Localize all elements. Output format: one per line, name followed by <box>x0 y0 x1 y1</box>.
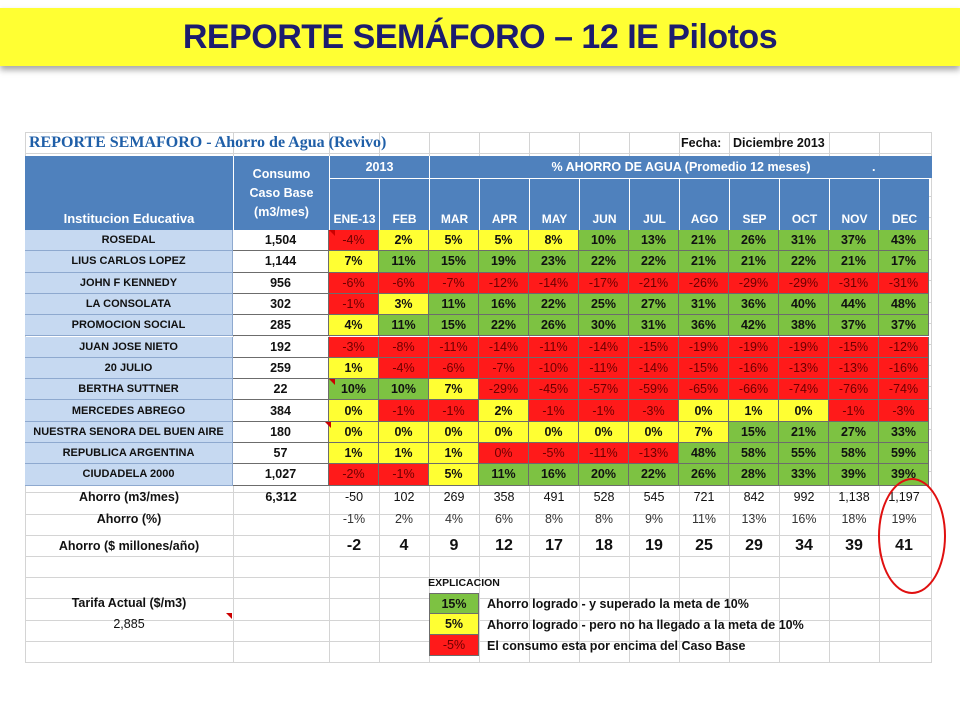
savings-cell: -14% <box>529 273 579 294</box>
savings-cell: -1% <box>529 400 579 421</box>
savings-cell: -13% <box>779 358 829 379</box>
savings-cell: 7% <box>429 379 479 400</box>
institution-name: ROSEDAL <box>25 230 233 251</box>
banner-title: REPORTE SEMÁFORO – 12 IE Pilotos <box>182 17 778 56</box>
savings-cell: -12% <box>879 337 929 358</box>
savings-cell: 26% <box>729 230 779 251</box>
base-consumption: 22 <box>233 379 329 400</box>
savings-cell: 15% <box>729 422 779 443</box>
ahorro-m3-value: -50 <box>344 489 364 504</box>
savings-cell: 0% <box>329 422 379 443</box>
savings-cell: 36% <box>729 294 779 315</box>
ahorro-money-value: 19 <box>645 536 663 554</box>
savings-cell: 23% <box>529 251 579 272</box>
savings-cell: -59% <box>629 379 679 400</box>
savings-cell: 21% <box>729 251 779 272</box>
savings-cell: 7% <box>679 422 729 443</box>
institution-name: MERCEDES ABREGO <box>25 400 233 421</box>
savings-cell: -4% <box>379 358 429 379</box>
savings-cell: 42% <box>729 315 779 336</box>
savings-cell: 11% <box>429 294 479 315</box>
ahorro-money-value: 34 <box>795 536 813 554</box>
ahorro-m3-value: 992 <box>793 489 815 504</box>
savings-cell: -31% <box>879 273 929 294</box>
base-consumption: 302 <box>233 294 329 315</box>
savings-cell: -16% <box>879 358 929 379</box>
savings-cell: -31% <box>829 273 879 294</box>
savings-cell: 3% <box>379 294 429 315</box>
savings-cell: -26% <box>679 273 729 294</box>
savings-cell: -57% <box>579 379 629 400</box>
savings-cell: -45% <box>529 379 579 400</box>
ahorro-pct-value: 8% <box>594 511 614 526</box>
savings-cell: 22% <box>779 251 829 272</box>
ahorro-money-value: 25 <box>695 536 713 554</box>
gridline-h <box>25 132 932 133</box>
savings-cell: -11% <box>579 358 629 379</box>
savings-cell: -29% <box>779 273 829 294</box>
savings-cell: -3% <box>879 400 929 421</box>
header-base-line1: Consumo <box>252 166 311 181</box>
savings-cell: 37% <box>829 315 879 336</box>
ahorro-pct-value: 9% <box>644 511 664 526</box>
fecha-value: Diciembre 2013 <box>733 136 825 150</box>
savings-cell: 36% <box>679 315 729 336</box>
ahorro-money-label: Ahorro ($ millones/año) <box>58 538 200 553</box>
savings-cell: -11% <box>429 337 479 358</box>
savings-cell: -6% <box>329 273 379 294</box>
header-year <box>329 156 429 178</box>
month-header: OCT <box>779 178 829 230</box>
savings-cell: -14% <box>579 337 629 358</box>
savings-cell: -21% <box>629 273 679 294</box>
savings-cell: 0% <box>679 400 729 421</box>
ahorro-money-value: 9 <box>449 536 459 554</box>
savings-cell: 22% <box>579 251 629 272</box>
ahorro-pct-value: -1% <box>342 511 366 526</box>
ahorro-m3-value: 528 <box>593 489 615 504</box>
institution-name: JUAN JOSE NIETO <box>25 337 233 358</box>
ahorro-money-value: 17 <box>545 536 563 554</box>
header-institution-label: Institucion Educativa <box>63 211 195 226</box>
savings-cell: 16% <box>529 464 579 485</box>
savings-cell: -74% <box>879 379 929 400</box>
savings-cell: -15% <box>629 337 679 358</box>
savings-cell: -19% <box>729 337 779 358</box>
legend-swatch: 5% <box>429 614 479 635</box>
ahorro-money-value: 29 <box>745 536 763 554</box>
savings-cell: 22% <box>629 464 679 485</box>
savings-cell: -65% <box>679 379 729 400</box>
ahorro-pct-value: 6% <box>494 511 514 526</box>
savings-cell: 37% <box>829 230 879 251</box>
legend-title <box>429 574 499 592</box>
institution-name: JOHN F KENNEDY <box>25 273 233 294</box>
savings-cell: -4% <box>329 230 379 251</box>
ahorro-money-value: 18 <box>595 536 613 554</box>
savings-cell: 39% <box>829 464 879 485</box>
savings-cell: 5% <box>429 230 479 251</box>
legend-swatch: 15% <box>429 593 479 614</box>
savings-cell: 31% <box>629 315 679 336</box>
savings-cell: 0% <box>579 422 629 443</box>
header-base-line3: (m3/mes) <box>254 204 309 219</box>
savings-cell: 27% <box>829 422 879 443</box>
savings-cell: 15% <box>429 251 479 272</box>
base-consumption: 1,027 <box>233 464 329 485</box>
savings-cell: 0% <box>529 422 579 443</box>
header-pct-title <box>429 156 932 178</box>
savings-cell: 27% <box>629 294 679 315</box>
savings-cell: -7% <box>429 273 479 294</box>
savings-cell: 8% <box>529 230 579 251</box>
highlight-circle <box>878 478 946 594</box>
savings-cell: 22% <box>629 251 679 272</box>
savings-cell: -14% <box>479 337 529 358</box>
savings-cell: 44% <box>829 294 879 315</box>
month-header: ENE-13 <box>329 178 379 230</box>
tarifa-label <box>25 592 233 613</box>
title-banner <box>0 8 960 66</box>
savings-cell: 26% <box>679 464 729 485</box>
savings-cell: 48% <box>679 443 729 464</box>
tarifa-value <box>25 613 233 634</box>
fecha-label: Fecha: <box>681 136 722 150</box>
savings-cell: 21% <box>679 251 729 272</box>
base-consumption: 956 <box>233 273 329 294</box>
ahorro-m3-value: 842 <box>743 489 765 504</box>
savings-cell: -11% <box>579 443 629 464</box>
savings-cell: -12% <box>479 273 529 294</box>
ahorro-m3-total: 6,312 <box>265 489 297 504</box>
savings-cell: 22% <box>479 315 529 336</box>
savings-cell: -19% <box>679 337 729 358</box>
savings-cell: 10% <box>379 379 429 400</box>
comment-marker <box>329 230 335 236</box>
month-header: SEP <box>729 178 779 230</box>
savings-cell: 0% <box>629 422 679 443</box>
ahorro-pct-value: 2% <box>394 511 414 526</box>
ahorro-money-value: 4 <box>399 536 409 554</box>
ahorro-m3-value: 721 <box>693 489 715 504</box>
savings-cell: 22% <box>529 294 579 315</box>
ahorro-pct-value: 13% <box>741 511 767 526</box>
savings-cell: 30% <box>579 315 629 336</box>
savings-cell: -15% <box>679 358 729 379</box>
savings-cell: -66% <box>729 379 779 400</box>
savings-cell: -3% <box>629 400 679 421</box>
ahorro-pct-value: 19% <box>891 511 917 526</box>
comment-marker <box>325 422 331 428</box>
legend-text: Ahorro logrado - pero no ha llegado a la meta de 10% <box>487 617 804 632</box>
savings-cell: 0% <box>479 422 529 443</box>
savings-cell: 40% <box>779 294 829 315</box>
institution-name: LIUS CARLOS LOPEZ <box>25 251 233 272</box>
savings-cell: 19% <box>479 251 529 272</box>
savings-cell: -11% <box>529 337 579 358</box>
savings-cell: 11% <box>379 315 429 336</box>
institution-name: CIUDADELA 2000 <box>25 464 233 485</box>
savings-cell: 21% <box>829 251 879 272</box>
savings-cell: -10% <box>529 358 579 379</box>
header-base-line2: Caso Base <box>249 185 314 200</box>
institution-name: REPUBLICA ARGENTINA <box>25 443 233 464</box>
savings-cell: -1% <box>379 400 429 421</box>
savings-cell: 16% <box>479 294 529 315</box>
savings-cell: -5% <box>529 443 579 464</box>
savings-cell: 38% <box>779 315 829 336</box>
savings-cell: 11% <box>379 251 429 272</box>
savings-cell: -6% <box>379 273 429 294</box>
savings-cell: 0% <box>779 400 829 421</box>
savings-cell: 7% <box>329 251 379 272</box>
savings-cell: 5% <box>429 464 479 485</box>
savings-cell: 31% <box>779 230 829 251</box>
comment-marker <box>226 613 232 619</box>
base-consumption: 1,504 <box>233 230 329 251</box>
savings-cell: -1% <box>329 294 379 315</box>
legend-swatch: -5% <box>429 635 479 656</box>
savings-cell: -74% <box>779 379 829 400</box>
ahorro-pct-value: 16% <box>791 511 817 526</box>
ahorro-pct-value: 4% <box>444 511 464 526</box>
ahorro-m3-value: 545 <box>643 489 665 504</box>
savings-cell: 1% <box>329 443 379 464</box>
savings-cell: -15% <box>829 337 879 358</box>
ahorro-money-value: 12 <box>495 536 513 554</box>
savings-cell: -1% <box>429 400 479 421</box>
savings-cell: 20% <box>579 464 629 485</box>
institution-name: LA CONSOLATA <box>25 294 233 315</box>
savings-cell: 33% <box>879 422 929 443</box>
gridline-h <box>25 153 932 154</box>
savings-cell: 26% <box>529 315 579 336</box>
gridline-h <box>25 662 932 663</box>
institution-name: 20 JULIO <box>25 358 233 379</box>
month-header: AGO <box>679 178 729 230</box>
savings-cell: -7% <box>479 358 529 379</box>
savings-cell: -1% <box>579 400 629 421</box>
month-header: APR <box>479 178 529 230</box>
savings-cell: -19% <box>779 337 829 358</box>
savings-cell: 37% <box>879 315 929 336</box>
legend-text: Ahorro logrado - y superado la meta de 10% <box>487 596 749 611</box>
savings-cell: -1% <box>379 464 429 485</box>
savings-cell: 33% <box>779 464 829 485</box>
base-consumption: 384 <box>233 400 329 421</box>
savings-cell: 48% <box>879 294 929 315</box>
savings-cell: 21% <box>679 230 729 251</box>
header-pct-title-label: % AHORRO DE AGUA (Promedio 12 meses) <box>551 160 811 174</box>
ahorro-m3-label: Ahorro (m3/mes) <box>78 489 180 504</box>
comment-marker <box>329 379 335 385</box>
ahorro-pct-value: 18% <box>841 511 867 526</box>
savings-cell: 43% <box>879 230 929 251</box>
savings-cell: 58% <box>729 443 779 464</box>
base-consumption: 259 <box>233 358 329 379</box>
savings-cell: 13% <box>629 230 679 251</box>
savings-cell: 21% <box>779 422 829 443</box>
ahorro-pct-label: Ahorro (%) <box>96 511 162 526</box>
month-header: JUL <box>629 178 679 230</box>
ahorro-m3-value: 102 <box>393 489 415 504</box>
savings-cell: 0% <box>379 422 429 443</box>
savings-cell: -13% <box>829 358 879 379</box>
ahorro-m3-value: 358 <box>493 489 515 504</box>
institution-name: PROMOCION SOCIAL <box>25 315 233 336</box>
savings-cell: 17% <box>879 251 929 272</box>
savings-cell: 28% <box>729 464 779 485</box>
savings-cell: 1% <box>429 443 479 464</box>
savings-cell: 11% <box>479 464 529 485</box>
month-header: DEC <box>879 178 929 230</box>
savings-cell: 58% <box>829 443 879 464</box>
savings-cell: -6% <box>429 358 479 379</box>
ahorro-money-value: 41 <box>895 536 913 554</box>
ahorro-m3-value: 1,138 <box>838 489 870 504</box>
ahorro-money-value: 39 <box>845 536 863 554</box>
header-institution <box>25 156 233 230</box>
header-year-label: 2013 <box>365 160 394 174</box>
base-consumption: 192 <box>233 337 329 358</box>
savings-cell: -1% <box>829 400 879 421</box>
savings-cell: -13% <box>629 443 679 464</box>
savings-cell: 0% <box>479 443 529 464</box>
base-consumption: 180 <box>233 422 329 443</box>
month-header: NOV <box>829 178 879 230</box>
savings-cell: 55% <box>779 443 829 464</box>
savings-cell: -2% <box>329 464 379 485</box>
savings-cell: -29% <box>479 379 529 400</box>
month-header: MAY <box>529 178 579 230</box>
savings-cell: -8% <box>379 337 429 358</box>
savings-cell: -3% <box>329 337 379 358</box>
month-header: MAR <box>429 178 479 230</box>
month-header: FEB <box>379 178 429 230</box>
savings-cell: 25% <box>579 294 629 315</box>
savings-cell: 31% <box>679 294 729 315</box>
base-consumption: 57 <box>233 443 329 464</box>
savings-cell: 10% <box>579 230 629 251</box>
savings-cell: 0% <box>429 422 479 443</box>
base-consumption: 1,144 <box>233 251 329 272</box>
savings-cell: 2% <box>479 400 529 421</box>
month-header: JUN <box>579 178 629 230</box>
savings-cell: 15% <box>429 315 479 336</box>
savings-cell: 4% <box>329 315 379 336</box>
ahorro-m3-value: 269 <box>443 489 465 504</box>
base-consumption: 285 <box>233 315 329 336</box>
savings-cell: 59% <box>879 443 929 464</box>
savings-cell: -29% <box>729 273 779 294</box>
legend-text: El consumo esta por encima del Caso Base <box>487 638 746 653</box>
ahorro-m3-value: 491 <box>543 489 565 504</box>
savings-cell: 1% <box>379 443 429 464</box>
savings-cell: 1% <box>729 400 779 421</box>
savings-cell: 1% <box>329 358 379 379</box>
ahorro-m3-value: 1,197 <box>888 489 920 504</box>
savings-cell: 39% <box>879 464 929 485</box>
savings-cell: 5% <box>479 230 529 251</box>
legend-title-text: EXPLICACION <box>428 577 500 589</box>
tarifa-value-text: 2,885 <box>113 616 145 631</box>
sheet-title: REPORTE SEMAFORO - Ahorro de Agua (Revivo) <box>29 134 387 151</box>
spreadsheet <box>25 132 932 662</box>
savings-cell: 10% <box>329 379 379 400</box>
ahorro-money-value: -2 <box>346 536 362 554</box>
ahorro-pct-value: 8% <box>544 511 564 526</box>
savings-cell: -17% <box>579 273 629 294</box>
header-base <box>233 156 329 230</box>
ahorro-pct-value: 11% <box>691 511 717 526</box>
savings-cell: 0% <box>329 400 379 421</box>
tarifa-label-text: Tarifa Actual ($/m3) <box>71 595 187 610</box>
savings-cell: -76% <box>829 379 879 400</box>
institution-name: BERTHA SUTTNER <box>25 379 233 400</box>
header-dot: . <box>872 160 876 174</box>
savings-cell: -14% <box>629 358 679 379</box>
savings-cell: 2% <box>379 230 429 251</box>
institution-name: NUESTRA SENORA DEL BUEN AIRE <box>25 422 233 443</box>
savings-cell: -16% <box>729 358 779 379</box>
